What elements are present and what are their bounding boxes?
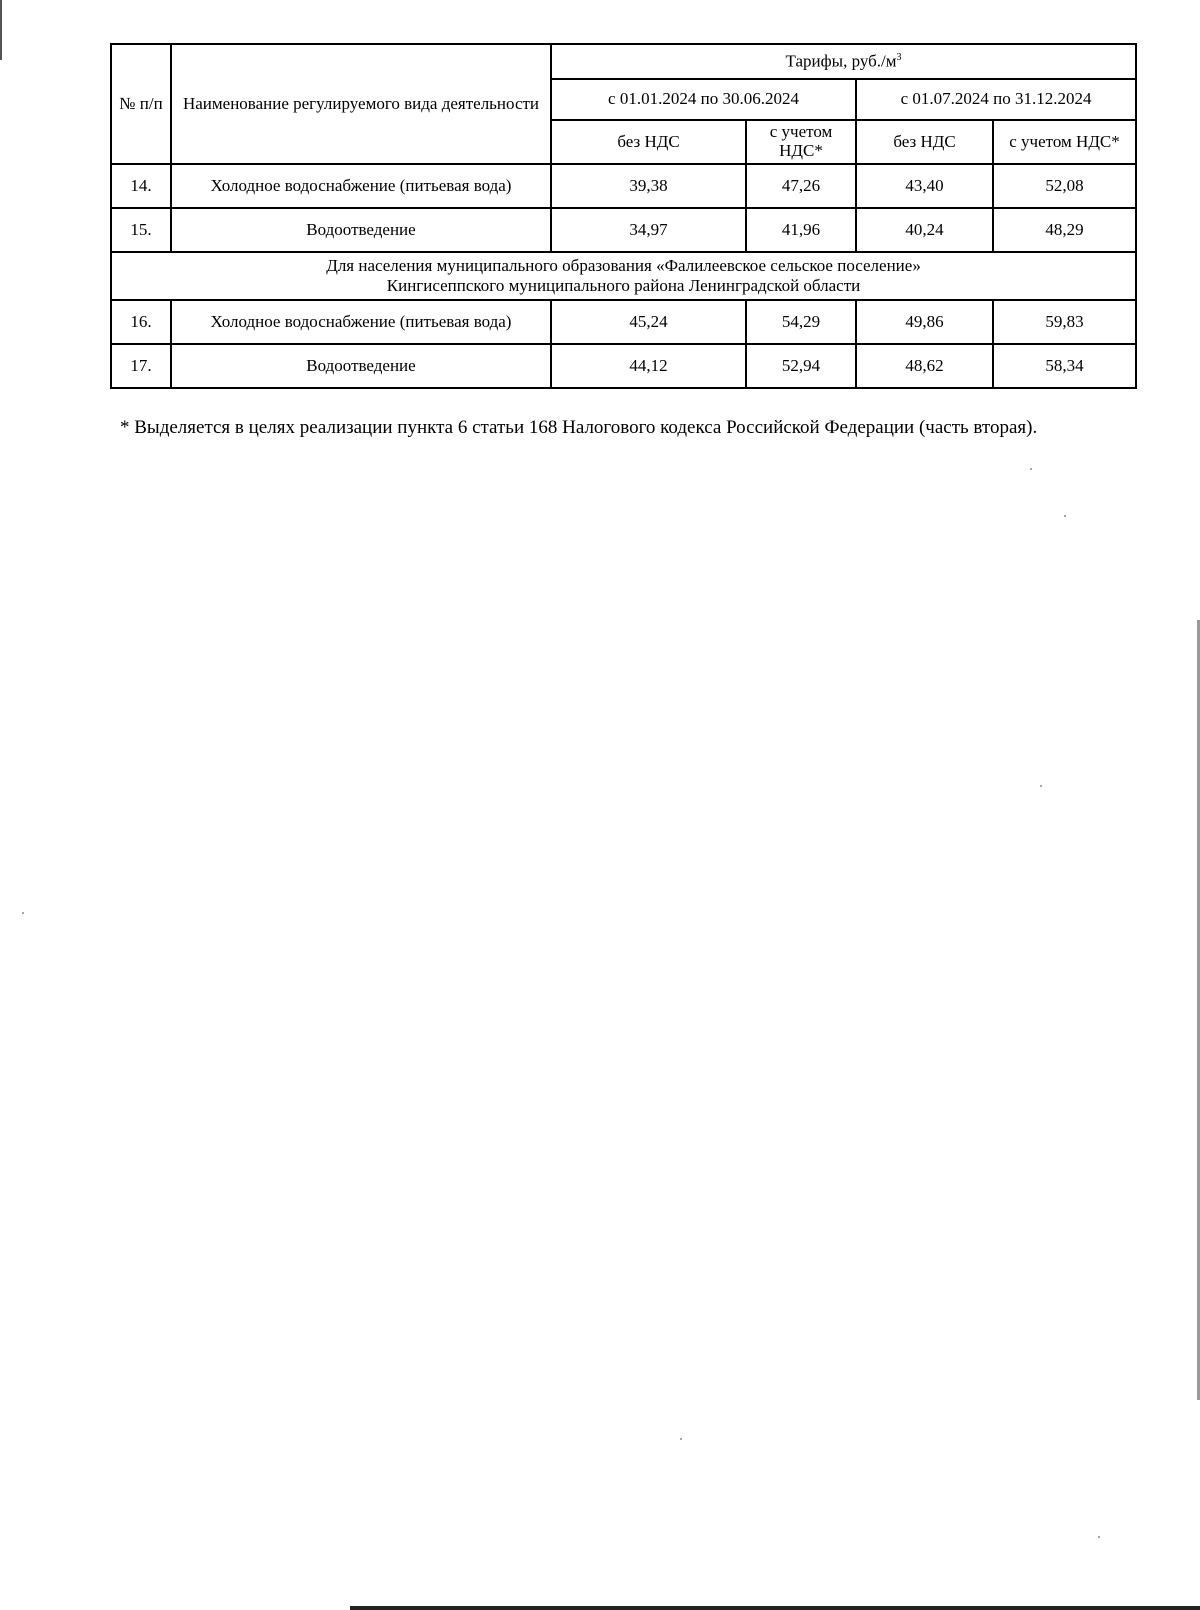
scan-speck [1030, 468, 1032, 470]
col-header-p1-vat: с учетом НДС* [746, 120, 856, 164]
tariffs-unit-sup: 3 [896, 51, 902, 63]
row-p1-no-vat: 34,97 [551, 208, 746, 252]
row-p2-vat: 52,08 [993, 164, 1136, 208]
row-p1-vat: 52,94 [746, 344, 856, 388]
row-p1-vat: 47,26 [746, 164, 856, 208]
row-name: Холодное водоснабжение (питьевая вода) [171, 164, 551, 208]
row-p1-no-vat: 39,38 [551, 164, 746, 208]
row-p2-vat: 59,83 [993, 300, 1136, 344]
section-title [111, 252, 1136, 300]
scan-speck [22, 912, 24, 914]
row-name: Водоотведение [171, 344, 551, 388]
row-p2-vat: 48,29 [993, 208, 1136, 252]
scan-speck [1040, 785, 1042, 787]
row-p2-no-vat: 49,86 [856, 300, 993, 344]
table-row [111, 300, 1136, 344]
section-row [111, 252, 1136, 300]
col-header-p1-no-vat: без НДС [551, 120, 746, 164]
tariffs-label: Тарифы, руб./м [785, 51, 897, 71]
col-header-period1: с 01.01.2024 по 30.06.2024 [551, 79, 856, 120]
scan-speck [680, 1438, 682, 1440]
header-row-1 [111, 44, 1136, 79]
row-num: 14. [111, 164, 171, 208]
table-row [111, 344, 1136, 388]
row-num: 15. [111, 208, 171, 252]
row-p2-no-vat: 40,24 [856, 208, 993, 252]
section-title-line1: Для населения муниципального образования «Фалилеевское сельское поселение» [326, 256, 921, 276]
scan-edge-left [0, 0, 2, 60]
col-header-p2-no-vat: без НДС [856, 120, 993, 164]
footnote: * Выделяется в целях реализации пункта 6 статьи 168 Налогового кодекса Российской Федерации (часть вторая). [120, 417, 1038, 438]
row-num: 16. [111, 300, 171, 344]
row-p1-no-vat: 45,24 [551, 300, 746, 344]
col-header-name: Наименование регулируемого вида деятельности [171, 44, 551, 164]
scan-speck [1098, 1536, 1100, 1538]
row-p2-no-vat: 48,62 [856, 344, 993, 388]
row-name: Холодное водоснабжение (питьевая вода) [171, 300, 551, 344]
row-p2-vat: 58,34 [993, 344, 1136, 388]
tariff-table [110, 43, 1137, 389]
row-p2-no-vat: 43,40 [856, 164, 993, 208]
col-header-period2: с 01.07.2024 по 31.12.2024 [856, 79, 1136, 120]
row-p1-vat: 54,29 [746, 300, 856, 344]
row-name: Водоотведение [171, 208, 551, 252]
col-header-num: № п/п [111, 44, 171, 164]
col-header-p2-vat: с учетом НДС* [993, 120, 1136, 164]
scan-edge-bottom [350, 1606, 1200, 1610]
scan-speck [1064, 515, 1066, 517]
row-p1-vat: 41,96 [746, 208, 856, 252]
section-title-line2: Кингисеппского муниципального района Ленинградской области [386, 276, 861, 295]
table-row [111, 164, 1136, 208]
table-row [111, 208, 1136, 252]
row-p1-no-vat: 44,12 [551, 344, 746, 388]
row-num: 17. [111, 344, 171, 388]
col-header-tariffs [551, 44, 1136, 79]
